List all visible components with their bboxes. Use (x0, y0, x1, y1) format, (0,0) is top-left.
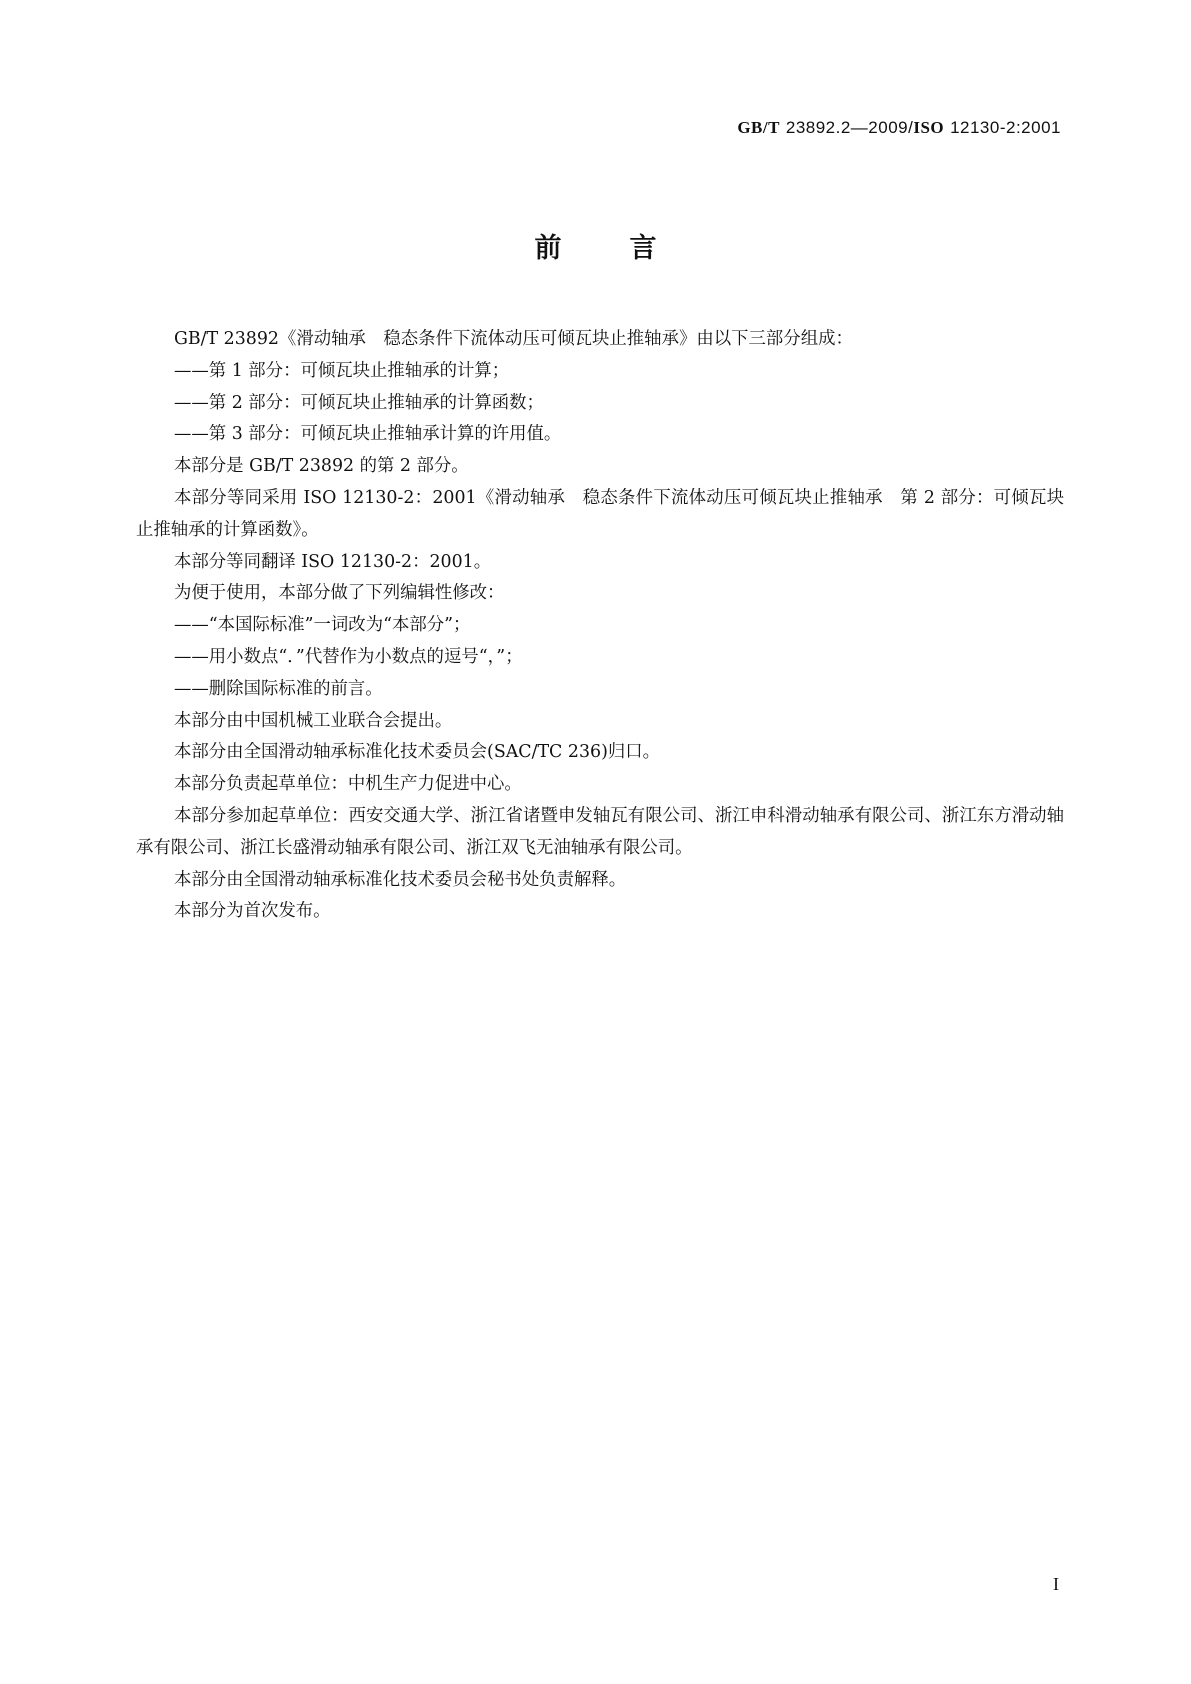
paragraph-13: 本部分由全国滑动轴承标准化技术委员会(SAC/TC 236)归口。 (174, 742, 661, 763)
paragraph-8: 为便于使用，本部分做了下列编辑性修改： (174, 583, 505, 604)
paragraph-1: GB/T 23892《滑动轴承 稳态条件下流体动压可倾瓦块止推轴承》由以下三部分组成： (174, 329, 853, 349)
paragraph-3: ——第 2 部分：可倾瓦块止推轴承的计算函数； (174, 392, 544, 413)
paragraph-12: 本部分由中国机械工业联合会提出。 (174, 710, 453, 731)
paragraph-15: 本部分参加起草单位：西安交通大学、浙江省诸暨申发轴瓦有限公司、浙江申科滑动轴承有限公司、浙江东方滑动轴承有限公司、浙江长盛滑动轴承有限公司、浙江双飞无油轴承有限公司。 (136, 805, 1064, 858)
gbt-number: 23892.2—2009/ (785, 118, 914, 137)
paragraph-7: 本部分等同翻译 ISO 12130-2：2001。 (174, 551, 492, 572)
standard-code (737, 118, 1061, 138)
paragraph-14: 本部分负责起草单位：中机生产力促进中心。 (174, 774, 522, 795)
paragraph-6: 本部分等同采用 ISO 12130-2：2001《滑动轴承 稳态条件下流体动压可倾瓦块止推轴承 第 2 部分：可倾瓦块止推轴承的计算函数》。 (136, 487, 1064, 540)
iso-number: 12130-2:2001 (950, 118, 1061, 137)
title-char-1: 前 (534, 233, 562, 264)
paragraph-2: ——第 1 部分：可倾瓦块止推轴承的计算； (174, 360, 510, 381)
page-title (0, 226, 1191, 265)
preface-body (136, 324, 1064, 928)
gbt-prefix: GB/T (737, 118, 780, 137)
paragraph-16: 本部分由全国滑动轴承标准化技术委员会秘书处负责解释。 (174, 869, 627, 890)
iso-prefix: ISO (913, 118, 945, 137)
paragraph-11: ——删除国际标准的前言。 (174, 678, 383, 699)
page-number: I (1053, 1574, 1059, 1594)
paragraph-17: 本部分为首次发布。 (174, 901, 331, 922)
title-char-2: 言 (629, 233, 657, 264)
paragraph-4: ——第 3 部分：可倾瓦块止推轴承计算的许用值。 (174, 424, 562, 445)
paragraph-10: ——用小数点“．”代替作为小数点的逗号“，”； (174, 646, 523, 667)
paragraph-5: 本部分是 GB/T 23892 的第 2 部分。 (174, 456, 469, 477)
paragraph-9: ——“本国际标准”一词改为“本部分”； (174, 615, 471, 636)
